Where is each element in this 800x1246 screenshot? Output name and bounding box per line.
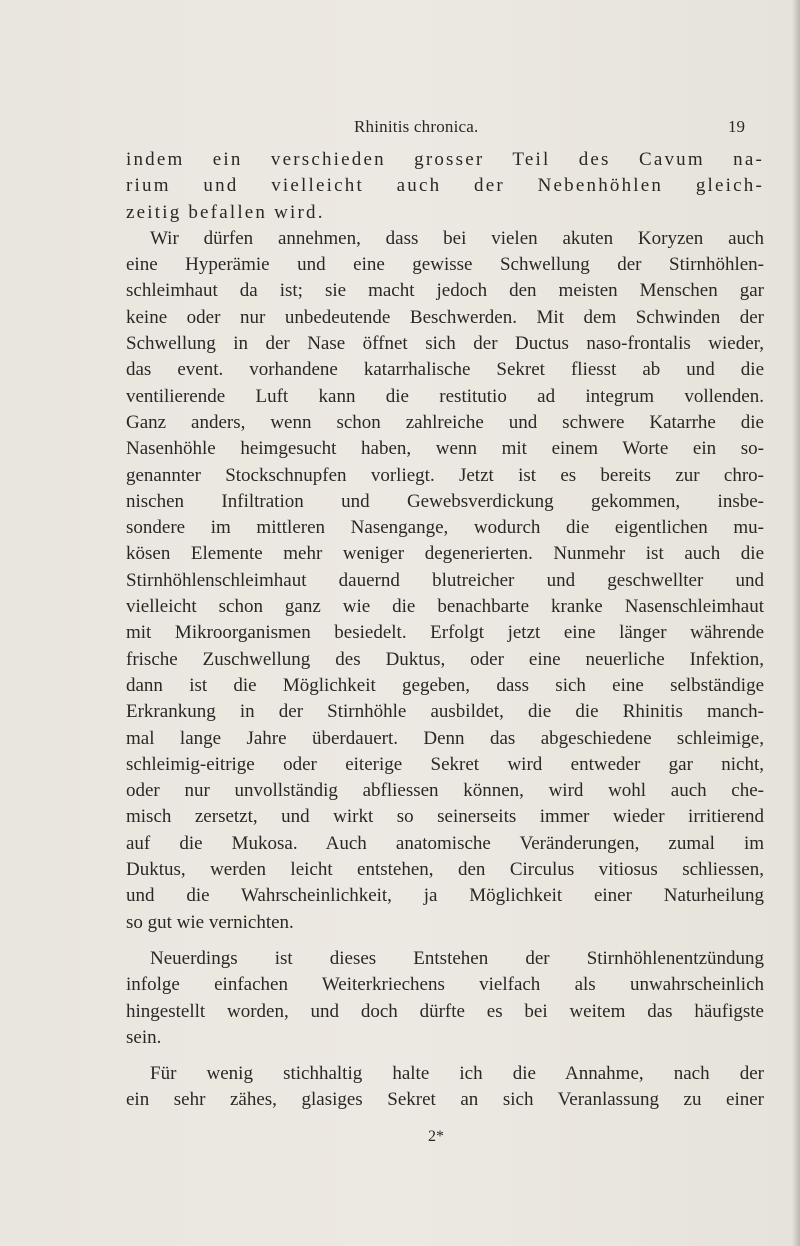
page-number: 19 [728,117,745,136]
text-line: eine Hyperämie und eine gewisse Schwellung der Stirnhöhlen- [126,254,764,276]
text-line: mal lange Jahre überdauert. Denn das abgeschiedene schleimige, [126,727,764,749]
paragraph-2 [126,226,764,936]
running-title: Rhinitis chronica. [354,117,479,136]
text-line: genannter Stockschnupfen vorliegt. Jetzt ist es bereits zur chro- [126,464,764,486]
text-line: hingestellt worden, und doch dürfte es bei weitem das häufigste [126,1000,764,1022]
text-line: vielleicht schon ganz wie die benachbarte kranke Nasenschleimhaut [126,596,764,618]
text-line: schleimhaut da ist; sie macht jedoch den meisten Menschen gar [126,280,764,302]
text-line: infolge einfachen Weiterkriechens vielfach als unwahrscheinlich [126,974,764,996]
text-line: sondere im mittleren Nasengange, wodurch die eigentlichen mu- [126,517,764,539]
paragraph-1 [126,147,764,226]
text-line: sein. [126,1026,162,1048]
text-line: Stirnhöhlenschleimhaut dauernd blutreicher und geschwellter und [126,569,764,591]
text-line: Für wenig stichhaltig halte ich die Annahme, nach der [150,1063,764,1085]
text-line: Erkrankung in der Stirnhöhle ausbildet, die die Rhinitis manch- [126,701,764,723]
paragraph-3 [126,946,764,1051]
text-line: misch zersetzt, und wirkt so seinerseits immer wieder irritierend [126,806,764,828]
text-line: kösen Elemente mehr weniger degenerierten. Nunmehr ist auch die [126,543,764,565]
text-line: dann ist die Möglichkeit gegeben, dass sich eine selbständige [126,674,764,696]
paragraph-4 [126,1061,764,1114]
signature-mark: 2* [428,1128,444,1145]
paragraph-gap [126,936,764,946]
paragraph-gap [126,1051,764,1061]
text-line: indem ein verschieden grosser Teil des Cavum na- [126,149,764,170]
text-line: Wir dürfen annehmen, dass bei vielen akuten Koryzen auch [150,227,764,249]
page-edge-shadow [792,0,800,1246]
text-line: so gut wie vernichten. [126,911,294,933]
text-line: zeitig befallen wird. [126,201,325,223]
text-line: Nasenhöhle heimgesucht haben, wenn mit einem Worte ein so- [126,438,764,460]
text-line: Schwellung in der Nase öffnet sich der Ductus naso-frontalis wieder, [126,333,764,355]
text-line: ein sehr zähes, glasiges Sekret an sich Veranlassung zu einer [126,1089,764,1111]
text-line: Duktus, werden leicht entstehen, den Circulus vitiosus schliessen, [126,859,764,881]
text-line: nischen Infiltration und Gewebsverdickung gekommen, insbe- [126,490,764,512]
text-line: und die Wahrscheinlichkeit, ja Möglichkeit einer Naturheilung [126,885,764,907]
text-line: auf die Mukosa. Auch anatomische Veränderungen, zumal im [126,832,764,854]
text-line: oder nur unvollständig abfliessen können, wird wohl auch che- [126,780,764,802]
text-line: schleimig-eitrige oder eiterige Sekret wird entweder gar nicht, [126,753,764,775]
text-line: Ganz anders, wenn schon zahlreiche und schwere Katarrhe die [126,411,764,433]
text-line: frische Zuschwellung des Duktus, oder eine neuerliche Infektion, [126,648,764,670]
body-text [126,147,764,1114]
text-line: rium und vielleicht auch der Nebenhöhlen gleich- [126,175,764,197]
text-line: ventilierende Luft kann die restitutio ad integrum vollenden. [126,385,764,407]
page-header [0,117,800,143]
text-line: mit Mikroorganismen besiedelt. Erfolgt jetzt eine länger währende [126,622,764,644]
text-line: das event. vorhandene katarrhalische Sekret fliesst ab und die [126,359,764,381]
text-line: keine oder nur unbedeutende Beschwerden. Mit dem Schwinden der [126,306,764,328]
text-line: Neuerdings ist dieses Entstehen der Stirnhöhlenentzündung [150,947,764,969]
